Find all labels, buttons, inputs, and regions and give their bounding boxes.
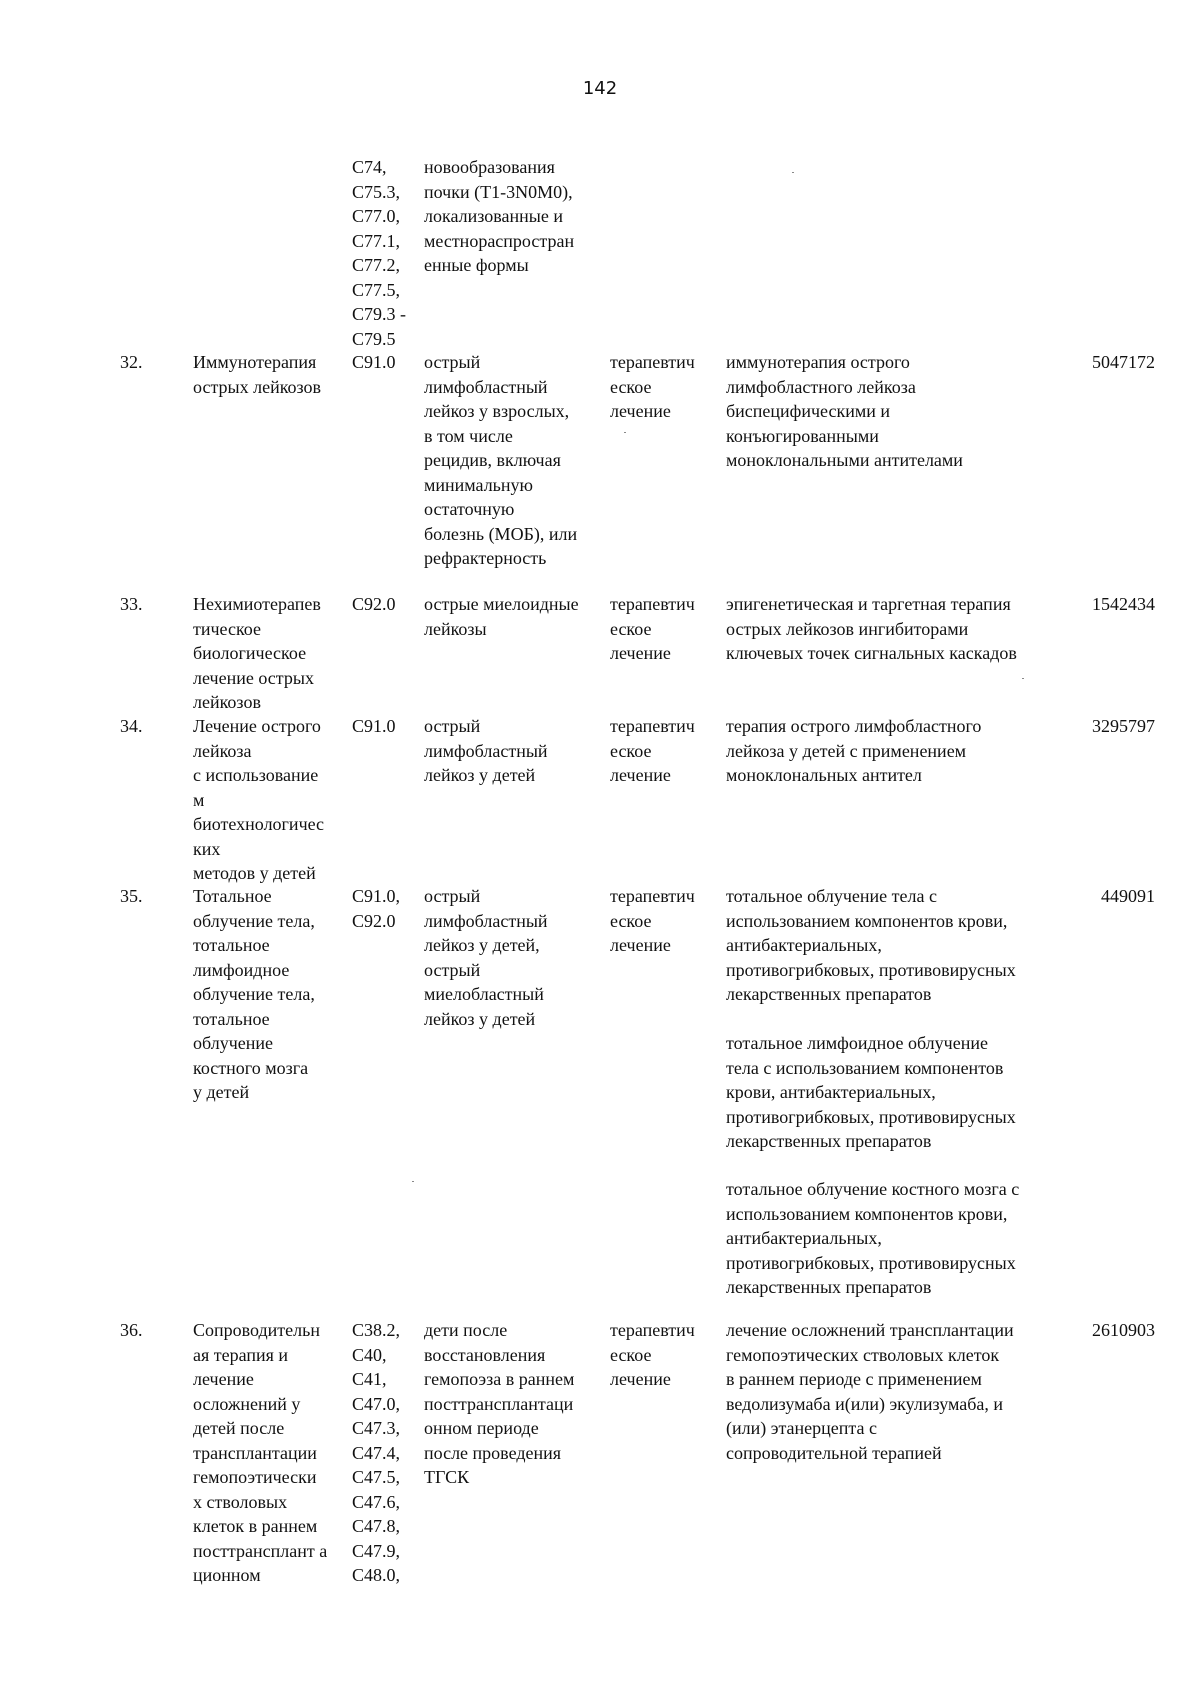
care-type-name: Сопроводительн ая терапия и лечение осложнений у детей после трансплантации гемопоэтически х стволовых клеток в раннем посттрансплант а ционном [193,1320,328,1585]
care-type-name: Иммунотерапия острых лейкозов [193,352,322,397]
treatment-method: терапия острого лимфобластного лейкоза у детей с применением моноклональных антител [726,716,982,785]
patient-model: острый лимфобластный лейкоз у взрослых, в том числе рецидив, включая минимальную остаточную болезнь (МОБ), или рефрактерность [424,352,578,568]
standard-cost: 5047172 [1092,352,1155,372]
treatment-type: терапевтич еское лечение [610,1320,695,1389]
treatment-method: лечение осложнений трансплантации гемопоэтических стволовых клеток в раннем периоде с применением ведолизумаба и(или) экулизумаба, и (или) этанерцепта с сопроводительной терапией [726,1320,1014,1463]
patient-model: острые миелоидные лейкозы [424,594,579,639]
treatment-method: тотальное облучение тела с использованием компонентов крови, антибактериальных, противогрибковых, противовирусных лекарственных препаратов [726,886,1016,1004]
treatment-type: терапевтич еское лечение [610,352,695,421]
row-number: 33. [120,594,143,614]
care-type-name: Лечение острого лейкоза с использование м биотехнологичес ких методов у детей [193,716,325,883]
scan-speck [624,432,626,433]
icd-codes: C91.0 [352,352,396,372]
icd-codes: C91.0 [352,716,396,736]
treatment-method: эпигенетическая и таргетная терапия острых лейкозов ингибиторами ключевых точек сигнальных каскадов [726,594,1017,663]
standard-cost: 3295797 [1092,716,1155,736]
continuation-codes: C74, C75.3, C77.0, C77.1, C77.2, C77.5, C79.3 - C79.5 [352,157,406,349]
standard-cost: 2610903 [1092,1320,1155,1340]
patient-model: дети после восстановления гемопоэза в раннем посттрансплантаци онном периоде после проведения ТГСК [424,1320,575,1487]
patient-model: острый лимфобластный лейкоз у детей, острый миелобластный лейкоз у детей [424,886,548,1029]
treatment-type: терапевтич еское лечение [610,886,695,955]
icd-codes: C92.0 [352,594,396,614]
row-number: 34. [120,716,143,736]
icd-codes: C91.0, C92.0 [352,886,401,931]
treatment-method: тотальное облучение костного мозга с использованием компонентов крови, антибактериальных, противогрибковых, противовирусных лекарственных препаратов [726,1179,1020,1297]
standard-cost: 1542434 [1092,594,1155,614]
care-type-name: Нехимиотерапев тическое биологическое лечение острых лейкозов [193,594,321,712]
continuation-model: новообразования почки (T1-3N0M0), локализованные и местнораспростран енные формы [424,157,575,275]
patient-model: острый лимфобластный лейкоз у детей [424,716,548,785]
scan-speck [412,1181,414,1182]
treatment-method: иммунотерапия острого лимфобластного лейкоза биспецифическими и конъюгированными моноклональными антителами [726,352,963,470]
standard-cost: 449091 [1101,886,1155,906]
treatment-type: терапевтич еское лечение [610,594,695,663]
scan-speck [792,172,794,173]
scan-speck [1022,678,1024,679]
page-number: 142 [582,78,618,99]
care-type-name: Тотальное облучение тела, тотальное лимфоидное облучение тела, тотальное облучение костного мозга у детей [193,886,315,1102]
row-number: 32. [120,352,143,372]
row-number: 36. [120,1320,143,1340]
icd-codes: C38.2, C40, C41, C47.0, C47.3, C47.4, C47.5, C47.6, C47.8, C47.9, C48.0, [352,1320,401,1585]
treatment-type: терапевтич еское лечение [610,716,695,785]
row-number: 35. [120,886,143,906]
treatment-method: тотальное лимфоидное облучение тела с использованием компонентов крови, антибактериальных, противогрибковых, противовирусных лекарственных препаратов [726,1033,1016,1151]
